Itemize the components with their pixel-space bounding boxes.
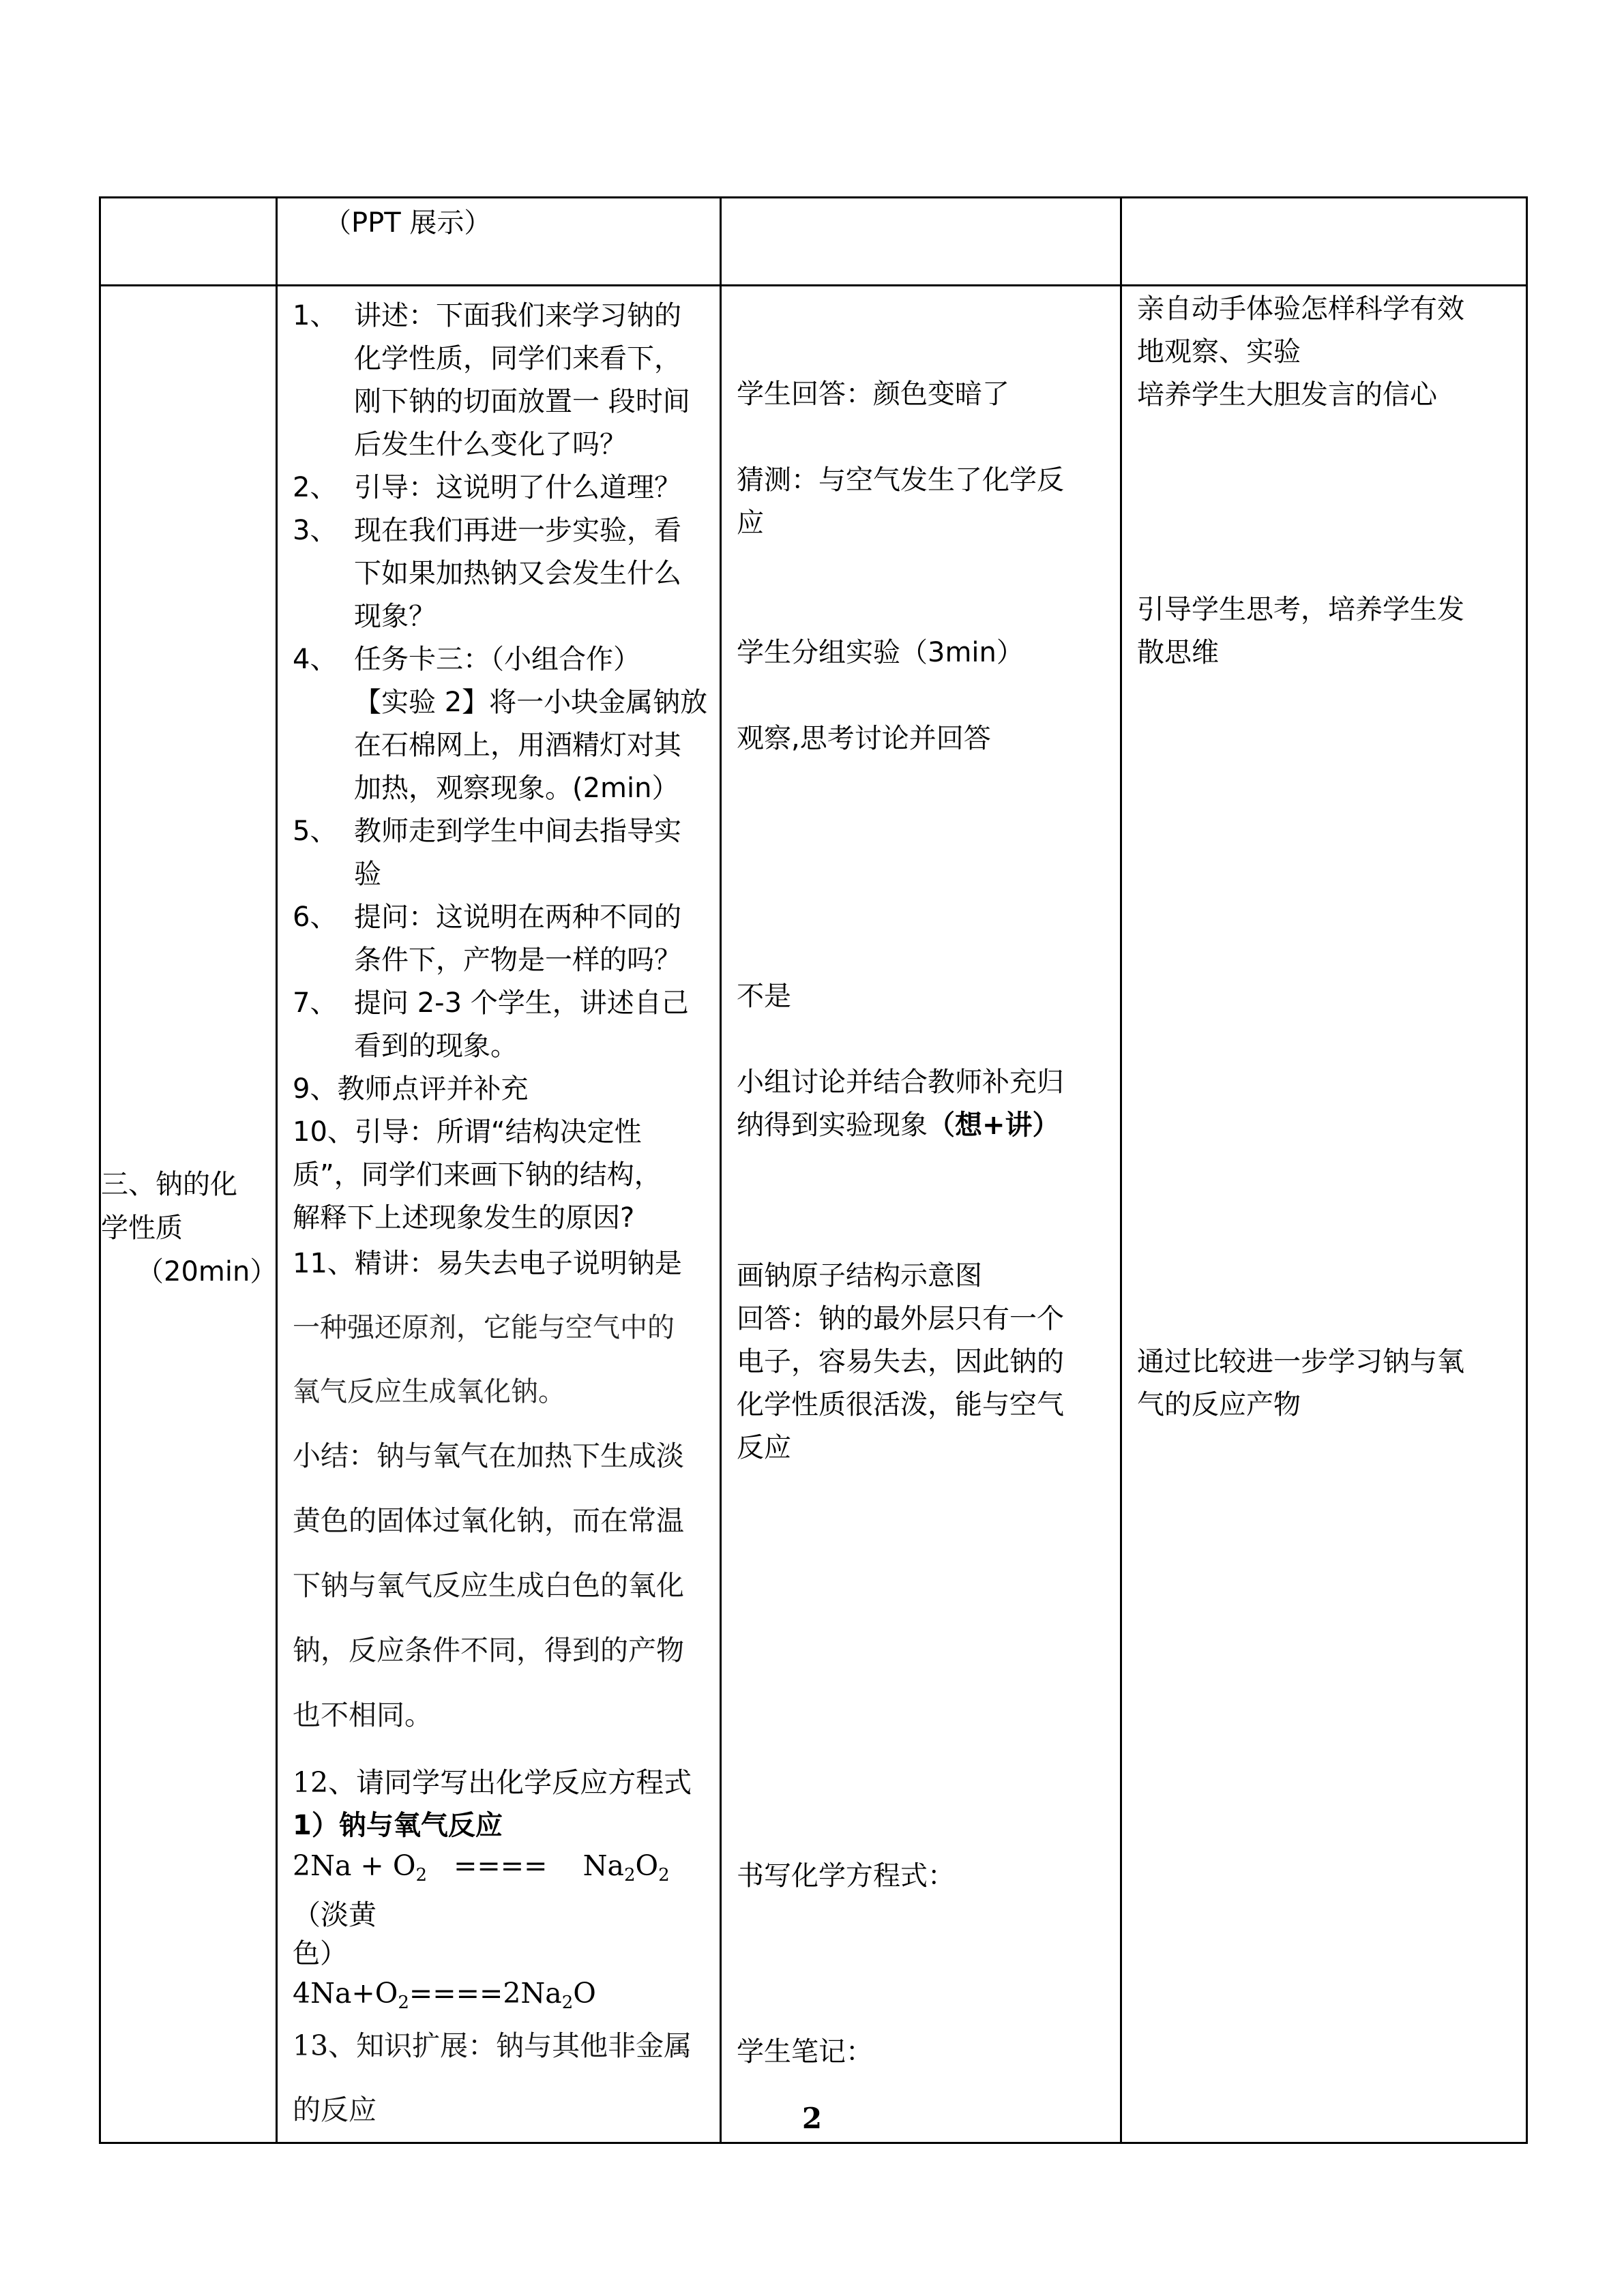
student-notes: 学生笔记：	[737, 2036, 873, 2068]
intent-line: 气的反应产物	[1137, 1389, 1301, 1420]
reaction-title: 1）钠与氧气反应	[293, 1810, 503, 1841]
teacher-item-line: 后发生什么变化了吗？	[354, 429, 627, 460]
teacher-item-9: 9、教师点评并补充	[293, 1073, 529, 1105]
teacher-item-number: 6、	[293, 901, 338, 933]
intent-line: 引导学生思考，培养学生发	[1137, 594, 1464, 625]
teacher-item	[278, 982, 720, 1068]
eq-sub: 2	[398, 1993, 409, 2013]
student-answer-2	[737, 1298, 1064, 1470]
teacher-item-line: 提问 2-3 个学生，讲述自己	[354, 987, 689, 1019]
teacher-item-line: 条件下，产物是一样的吗？	[354, 944, 681, 976]
teacher-item-line: 现在我们再进一步实验，看	[354, 515, 681, 546]
student-answer-1: 学生回答：颜色变暗了	[737, 378, 1009, 410]
design-intent-cell	[1121, 286, 1527, 2143]
teacher-item-number: 3、	[293, 515, 338, 546]
summary-line: 小结：钠与氧气在加热下生成淡	[293, 1440, 684, 1472]
teacher-item-number: 2、	[293, 472, 338, 503]
teacher-item-line: 提问：这说明在两种不同的	[354, 901, 681, 933]
student-write-equation: 书写化学方程式：	[737, 1860, 955, 1892]
eq-text: ==== Na	[426, 1849, 624, 1882]
teacher-item-line: 讲述：下面我们来学习钠的	[354, 300, 681, 331]
student-guess	[737, 459, 1064, 545]
intent-line: 亲自动手体验怎样科学有效	[1137, 293, 1464, 325]
teacher-item	[278, 509, 720, 638]
summary-line: 钠，反应条件不同，得到的产物	[293, 1634, 684, 1667]
intent-line: 地观察、实验	[1137, 336, 1301, 368]
student-draw: 画钠原子结构示意图	[737, 1260, 982, 1292]
teacher-item-13-line: 13、知识扩展：钠与其他非金属	[293, 2029, 692, 2062]
student-discuss-line: 小组讨论并结合教师补充归	[737, 1067, 1064, 1098]
summary-line: 黄色的固体过氧化钠，而在常温	[293, 1504, 684, 1537]
teacher-item-number: 5、	[293, 816, 338, 847]
section-duration: （20min）	[136, 1255, 278, 1287]
equation-1	[278, 1846, 720, 1935]
page-number: 2	[801, 2102, 823, 2135]
teacher-item-line: 现象？	[354, 601, 436, 632]
section-title-line: 学性质	[101, 1212, 183, 1244]
section-title-cell	[100, 286, 277, 2143]
teacher-item	[278, 466, 720, 509]
equation-1-cont: 色）	[293, 1938, 347, 1969]
teacher-item-13-line: 的反应	[293, 2093, 377, 2126]
lesson-plan-table	[99, 196, 1528, 2144]
eq-sub: 2	[561, 1993, 574, 2013]
student-discuss-text: 纳得到实验现象	[737, 1109, 928, 1141]
teacher-item-line: 化学性质，同学们来看下，	[354, 343, 681, 374]
student-guess-line: 应	[737, 507, 764, 539]
summary	[278, 1424, 720, 1748]
summary-line: 下钠与氧气反应生成白色的氧化	[293, 1569, 684, 1602]
teacher-item	[278, 295, 720, 466]
student-answer-2-line: 电子，容易失去，因此钠的	[737, 1346, 1064, 1377]
eq-sub: 2	[658, 1865, 670, 1885]
summary-line: 也不相同。	[293, 1699, 432, 1731]
student-answer-2-line: 回答：钠的最外层只有一个	[737, 1303, 1064, 1335]
teacher-item-line: 教师走到学生中间去指导实	[354, 816, 681, 847]
teacher-item-10-line: 解释下上述现象发生的原因?	[293, 1202, 635, 1234]
ppt-note: （PPT 展示）	[324, 207, 492, 239]
teacher-item-11-line: 11、精讲：易失去电子说明钠是	[293, 1248, 682, 1279]
section-title-line: 三、钠的化	[101, 1168, 237, 1200]
eq-text: 2Na + O	[293, 1849, 416, 1882]
eq-text: （淡黄	[293, 1898, 377, 1931]
cell-empty	[100, 198, 277, 286]
teacher-item-number: 7、	[293, 987, 338, 1019]
intent-line: 通过比较进一步学习钠与氧	[1137, 1346, 1464, 1377]
teacher-item-10	[278, 1111, 720, 1240]
student-no: 不是	[737, 981, 791, 1012]
teacher-item-line: 看到的现象。	[354, 1030, 518, 1062]
intent-line: 培养学生大胆发言的信心	[1137, 379, 1437, 411]
eq-text: O	[635, 1849, 659, 1882]
teacher-item-11-line: 氧气反应生成氧化钠。	[293, 1376, 565, 1407]
teacher-items	[278, 295, 720, 1068]
teacher-item-11-line: 一种强还原剂，它能与空气中的	[293, 1312, 675, 1343]
teacher-item-10-line: 10、引导：所谓“结构决定性	[293, 1116, 642, 1148]
cell-empty	[1121, 198, 1527, 286]
teacher-item-number: 4、	[293, 644, 338, 675]
teacher-item-line: 下如果加热钠又会发生什么	[354, 558, 681, 589]
student-discuss-bold: （想+讲）	[928, 1109, 1060, 1141]
teacher-item-number: 1、	[293, 300, 338, 331]
teacher-item-line: 在石棉网上，用酒精灯对其	[354, 730, 681, 761]
eq-text: ====2Na	[409, 1977, 562, 2010]
intent-line: 散思维	[1137, 637, 1219, 668]
teacher-item-11	[278, 1232, 720, 1424]
teacher-item-line: 引导：这说明了什么道理？	[354, 472, 681, 503]
cell-empty	[721, 198, 1121, 286]
teacher-item-10-line: 质”，同学们来画下钠的结构，	[293, 1159, 662, 1191]
cell-ppt	[277, 198, 721, 286]
eq-sub: 2	[415, 1865, 427, 1885]
student-answer-2-line: 化学性质很活泼，能与空气	[737, 1389, 1064, 1420]
student-answer-2-line: 反应	[737, 1432, 791, 1463]
teacher-item-line: 刚下钠的切面放置一 段时间	[354, 386, 690, 417]
table-row-ppt	[100, 198, 1527, 286]
teacher-item-12: 12、请同学写出化学反应方程式	[293, 1766, 692, 1799]
teacher-item	[278, 638, 720, 810]
teacher-item-line: 验	[354, 859, 381, 890]
teacher-item-line: 任务卡三：（小组合作）	[354, 644, 640, 675]
student-discuss-line	[737, 1104, 1064, 1147]
student-guess-line: 猜测：与空气发生了化学反	[737, 464, 1064, 496]
intent-block-2	[1137, 588, 1464, 674]
teacher-item	[278, 896, 720, 982]
teacher-item-line: 加热，观察现象。(2min）	[354, 773, 679, 804]
intent-block-3	[1137, 1341, 1464, 1427]
eq-text: O	[573, 1977, 596, 2010]
eq-text: 4Na+O	[293, 1977, 398, 2010]
teacher-item	[278, 810, 720, 896]
student-observe: 观察,思考讨论并回答	[737, 723, 991, 754]
student-group-experiment: 学生分组实验（3min）	[737, 637, 1024, 668]
student-activity-cell	[721, 286, 1121, 2143]
teacher-activity-cell	[277, 286, 721, 2143]
student-discuss	[737, 1061, 1064, 1147]
table-row-section	[100, 286, 1527, 2143]
teacher-item-line: 【实验 2】将一小块金属钠放	[354, 687, 708, 718]
eq-sub: 2	[623, 1865, 636, 1885]
intent-block-1	[1137, 288, 1464, 417]
